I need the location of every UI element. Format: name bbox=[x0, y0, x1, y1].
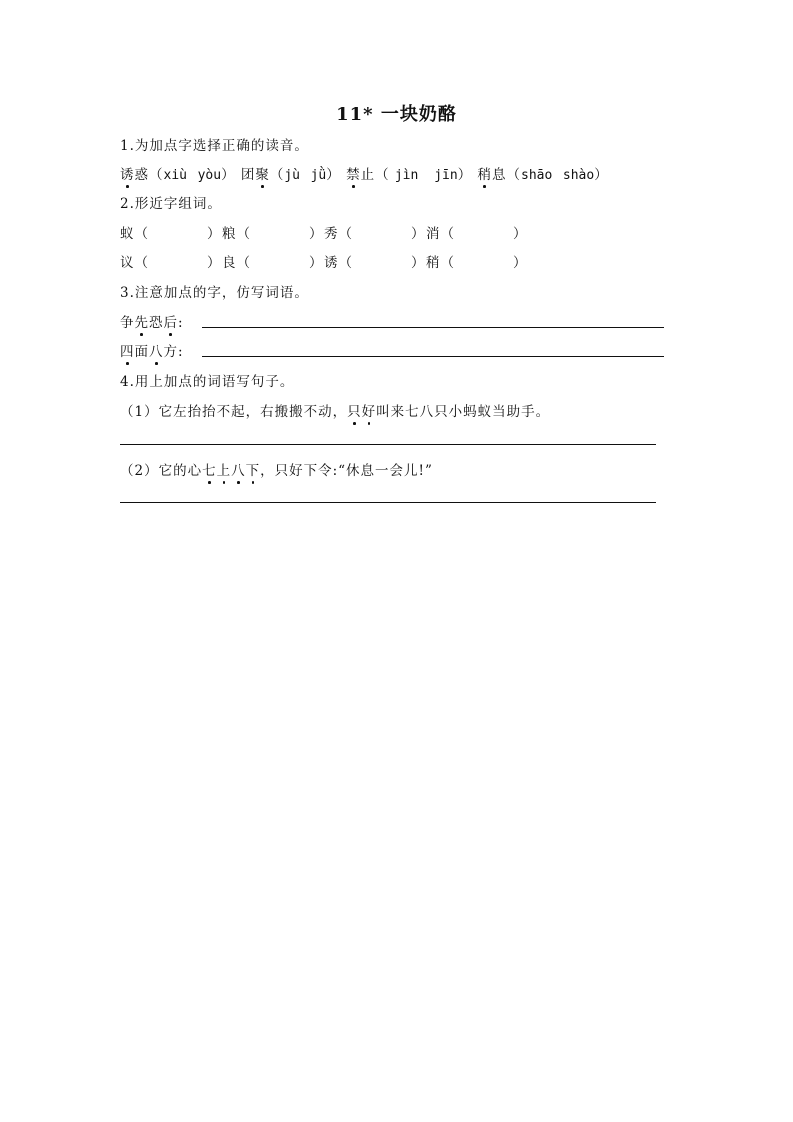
q3-answer-line-1[interactable] bbox=[202, 327, 664, 328]
q2-cell: 消（ ） bbox=[426, 226, 528, 242]
q4-answer-line-2[interactable] bbox=[120, 502, 656, 503]
q2-cell: 秀（ ） bbox=[324, 226, 426, 242]
q2-cell: 稍（ ） bbox=[426, 255, 528, 271]
q1-item: 禁止（ jìn jīn） bbox=[346, 167, 472, 183]
q3-item-2: 四面八方: bbox=[120, 340, 184, 360]
q4-answer-line-1[interactable] bbox=[120, 444, 656, 445]
q2-cell: 粮（ ） bbox=[222, 226, 324, 242]
q2-row-2 bbox=[120, 251, 528, 271]
q2-cell: 议（ ） bbox=[120, 255, 222, 271]
q3-answer-line-2[interactable] bbox=[202, 356, 664, 357]
q4-heading: 4.用上加点的词语写句子。 bbox=[120, 374, 295, 390]
q2-heading: 2.形近字组词。 bbox=[120, 196, 222, 212]
q4-sentence-1: （1）它左抬抬不起，右搬搬不动，只好叫来七八只小蚂蚁当助手。 bbox=[120, 400, 550, 420]
q2-cell: 诱（ ） bbox=[324, 255, 426, 271]
q2-row-1 bbox=[120, 222, 528, 242]
q2-cell: 蚁（ ） bbox=[120, 226, 222, 242]
q4-sentence-2: （2）它的心七上八下，只好下令:“休息一会儿!” bbox=[120, 459, 433, 479]
q1-item: 团聚（jù jǜ） bbox=[241, 167, 341, 183]
q3-item-1: 争先恐后: bbox=[120, 311, 184, 331]
q2-cell: 良（ ） bbox=[222, 255, 324, 271]
q1-items bbox=[120, 163, 609, 183]
q3-heading: 3.注意加点的字，仿写词语。 bbox=[120, 285, 309, 301]
q1-item: 诱惑（xiù yòu） bbox=[120, 167, 236, 183]
page-title: 11* 一块奶酪 bbox=[336, 104, 457, 125]
q1-heading: 1.为加点字选择正确的读音。 bbox=[120, 138, 309, 154]
q1-item: 稍息（shāo shào） bbox=[478, 167, 609, 183]
